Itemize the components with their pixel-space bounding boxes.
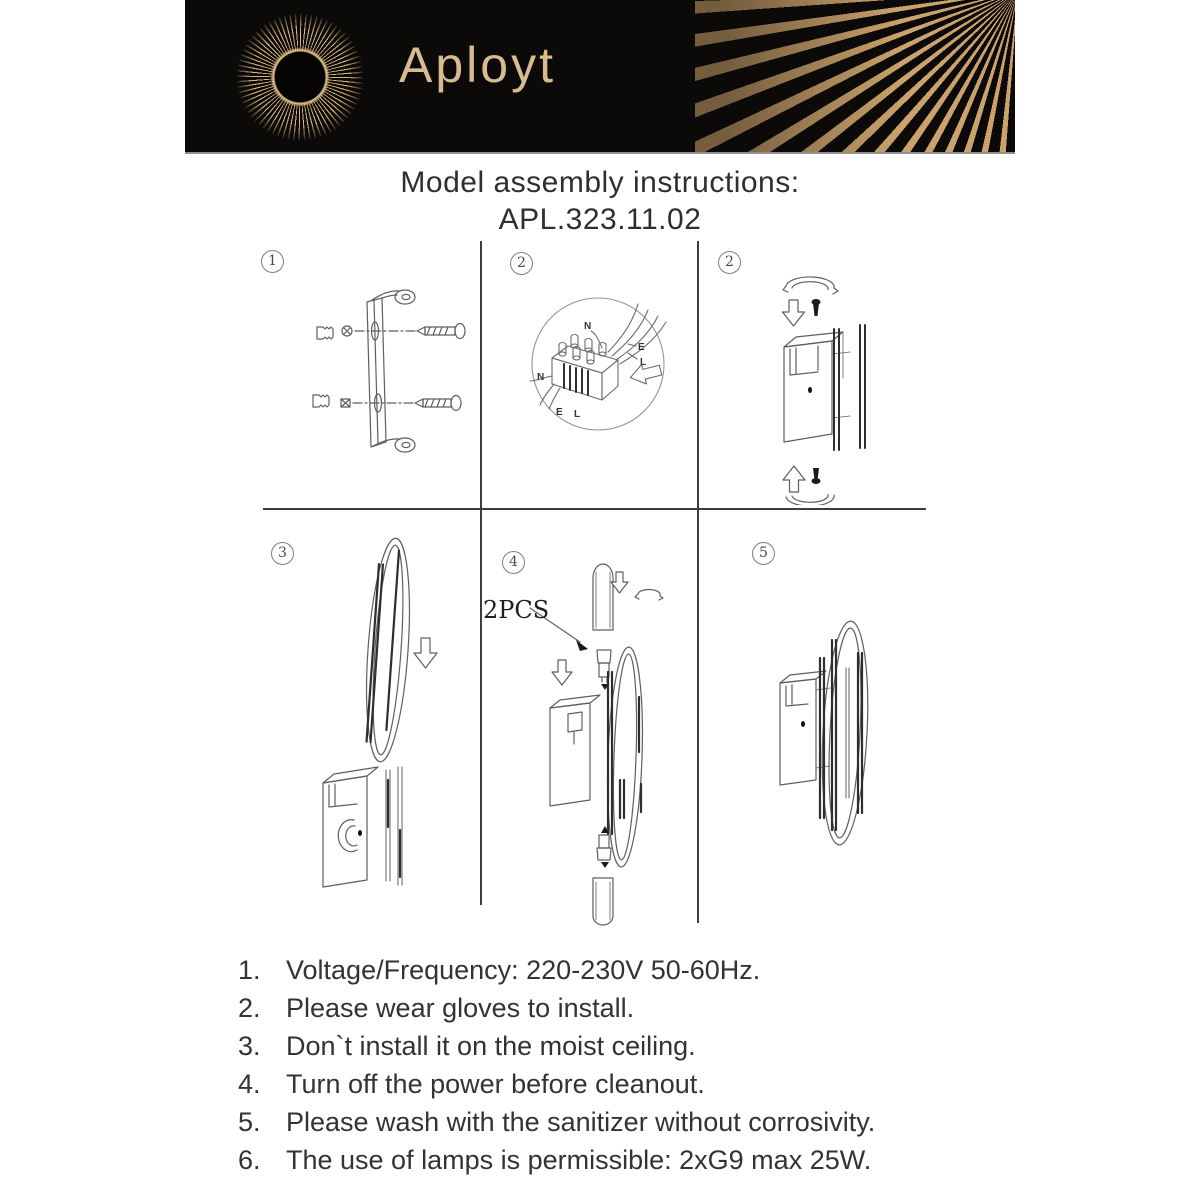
sunray-decoration-icon xyxy=(695,0,1015,152)
wire-label-e-bottom: E xyxy=(556,407,563,418)
item-text: The use of lamps is permissible: 2xG9 max 25W. xyxy=(286,1145,872,1175)
wire-label-n-top: N xyxy=(584,321,592,332)
arrow-down-icon xyxy=(552,660,572,685)
wall-anchor-and-screw-bottom xyxy=(313,395,461,411)
clamp-bottom xyxy=(786,495,834,506)
oval-frame xyxy=(360,537,416,763)
list-item xyxy=(238,1065,998,1103)
backplate-body xyxy=(323,767,378,887)
mounting-bracket xyxy=(367,290,415,452)
step-badge-2b: 2 xyxy=(718,251,741,274)
step-5-diagram-assembled xyxy=(700,528,940,918)
instruction-list xyxy=(238,951,998,1179)
wire-label-e-right: E xyxy=(638,342,645,353)
clamp-top xyxy=(783,277,838,294)
wire-label-l-right: L xyxy=(640,357,647,368)
step-badge-1: 1 xyxy=(261,250,284,273)
brand-name: Aployt xyxy=(399,37,556,93)
step-2b-diagram-backplate xyxy=(700,250,930,505)
step-badge-5: 5 xyxy=(752,542,775,565)
list-item xyxy=(238,1103,998,1141)
glass-tube-top xyxy=(593,564,613,630)
step-badge-2: 2 xyxy=(510,252,533,275)
oval-frame xyxy=(604,646,646,867)
item-text: Turn off the power before cleanout. xyxy=(286,1069,705,1099)
clamp-small xyxy=(635,589,663,600)
item-number: 3. xyxy=(238,1031,261,1061)
wire-label-l-bottom: L xyxy=(574,409,581,420)
title-line-2: APL.323.11.02 xyxy=(498,203,702,236)
list-item xyxy=(238,951,998,989)
brand-banner xyxy=(185,0,1015,154)
item-number: 4. xyxy=(238,1069,261,1099)
item-text: Don`t install it on the moist ceiling. xyxy=(286,1031,696,1061)
arrow-down-icon xyxy=(414,638,437,668)
title-line-1: Model assembly instructions: xyxy=(400,166,800,199)
list-item xyxy=(238,1027,998,1065)
lamp-tube-inner xyxy=(834,329,839,450)
page-title xyxy=(0,164,1200,238)
wall-anchor-and-screw-top xyxy=(317,324,465,340)
item-text: Please wear gloves to install. xyxy=(286,993,635,1023)
oval-frame xyxy=(817,620,873,846)
arrow-up-icon xyxy=(783,466,805,492)
lamp-tube-outer xyxy=(860,325,865,448)
item-number: 2. xyxy=(238,993,261,1023)
backplate-body xyxy=(550,695,600,806)
step-2-diagram-wiring xyxy=(490,252,700,502)
sunburst-logo-icon xyxy=(237,14,363,140)
step-badge-3: 3 xyxy=(271,542,294,565)
item-text: Please wash with the sanitizer without corrosivity. xyxy=(286,1107,876,1137)
step-3-diagram-oval-frame xyxy=(255,525,480,940)
supply-wires xyxy=(591,304,666,364)
screw-bottom xyxy=(812,468,821,484)
arrow-down-icon xyxy=(783,300,805,326)
tube-guides xyxy=(846,668,849,798)
step-4-diagram-lamp-tubes xyxy=(480,522,700,952)
step-badge-4: 4 xyxy=(502,551,525,574)
glass-tube-bottom xyxy=(593,878,613,925)
quantity-annotation: 2PCS xyxy=(483,596,550,624)
terminal-block xyxy=(552,335,618,401)
wire-label-n-left: N xyxy=(537,372,545,383)
item-text: Voltage/Frequency: 220-230V 50-60Hz. xyxy=(286,955,761,985)
item-number: 1. xyxy=(238,955,261,985)
backplate-body xyxy=(784,332,850,442)
list-item xyxy=(238,1141,998,1179)
item-number: 5. xyxy=(238,1107,261,1137)
screw-top xyxy=(812,299,821,316)
step-1-diagram-mounting-bracket xyxy=(255,245,480,510)
lamp-tubes xyxy=(820,640,862,830)
list-item xyxy=(238,989,998,1027)
item-number: 6. xyxy=(238,1145,261,1175)
